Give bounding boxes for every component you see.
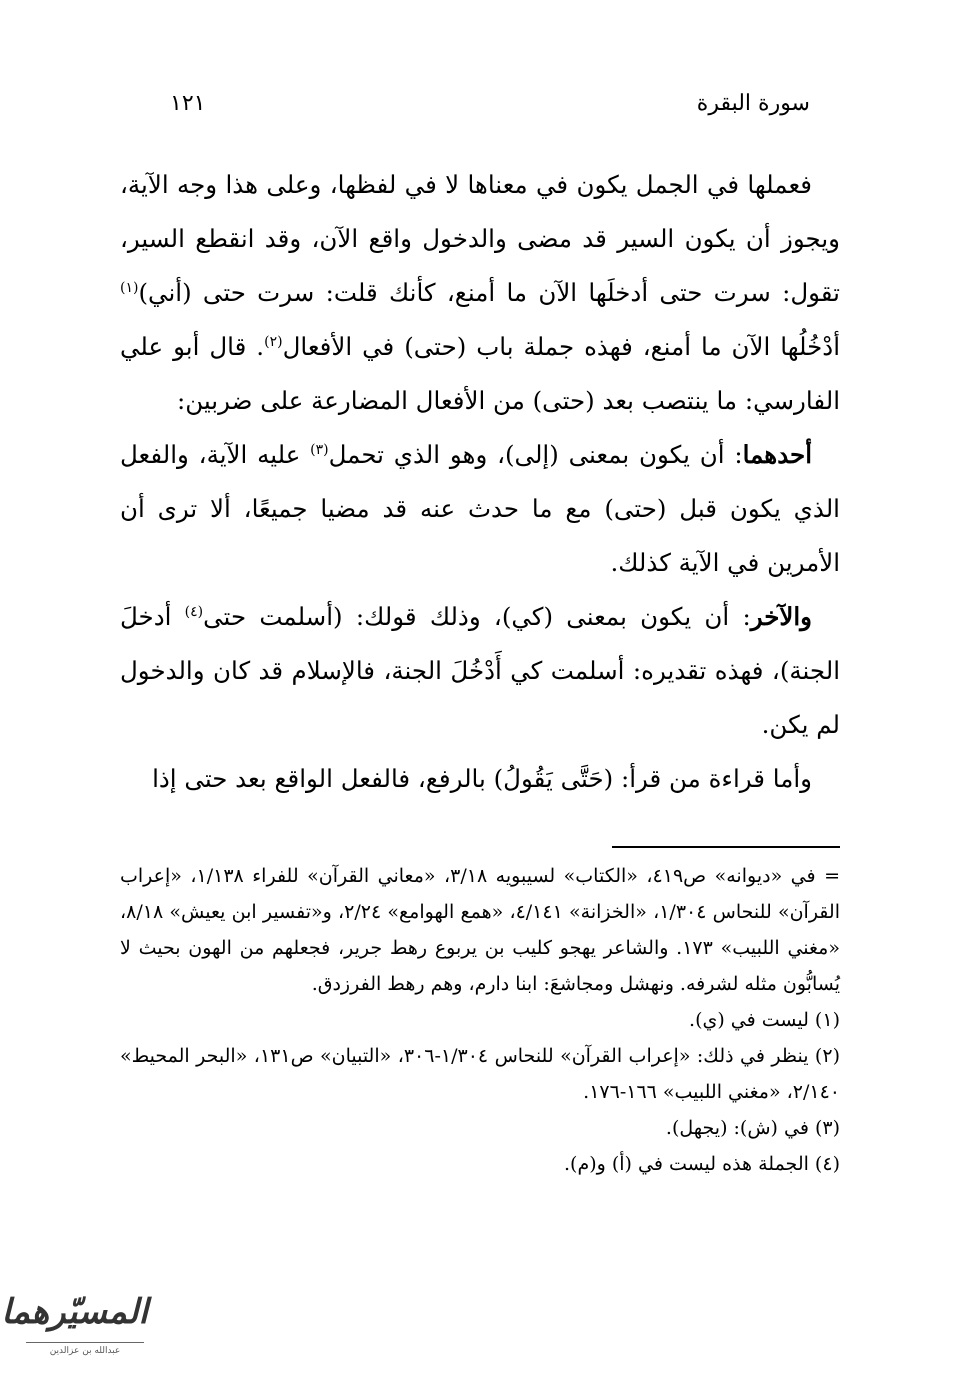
paragraph-3-text-a: : أن يكون بمعنى (كي)، وذلك قولك: (أسلمت حتى [203,602,751,631]
footnote-ref-1: (١) [120,279,139,296]
footnote-1: (١) ليست في (ي). [689,1009,840,1031]
paragraph-1-text-a: فعملها في الجمل يكون في معناها لا في لفظها، وعلى هذا وجه الآية، ويجوز أن يكون السير قد مضى والدخول واقع الآن، وقد انقطع السير، تقول: سرت حتى أدخلَها الآن ما أمنع، كأنك قلت: سرت حتى (أني) [120,170,840,307]
footnote-ref-4: (٤) [184,603,204,620]
footnote-3: (٣) في (ش): (يجهل). [665,1117,840,1139]
paragraph-2-text-a: : أن يكون بمعنى (إلى)، وهو الذي تحمل [328,440,743,469]
watermark-logo [1,1292,158,1372]
paragraph-1 [120,158,840,428]
footnote-continuation: = في «ديوانه» ص٤١٩، «الكتاب» لسيبويه ٣/١٨، «معاني القرآن» للفراء ١/١٣٨، «إعراب القرآن» للنحاس ١/٣٠٤، «الخزانة» ٤/١٤١، «همع الهوامع» ٢/٢٤، و«تفسير ابن يعيش» ٨/١٨، «مغني اللبيب» ١٧٣. والشاعر يهجو كليب بن يربوع رهط جرير، فجعلهم من الهون بحيث لا يُسابُّون مثله لشرفه. ونهشل ومجاشعَ: ابنا دارم، وهم رهط الفرزدق. [120,865,841,995]
paragraph-3-text-b: أدخلَ الجنة)، فهذه تقديره: أسلمت كي أَدْخُلَ الجنة، فالإسلام قد كان والدخول لم يكن. [120,602,840,739]
footnote-ref-3: (٣) [310,441,329,458]
page-number: ١٢١ [170,90,206,116]
page-header [170,85,810,121]
footnotes [120,858,840,1182]
surah-title: سورة البقرة [696,90,810,116]
footnote-4: (٤) الجملة هذه ليست في (أ) و(م). [564,1153,840,1175]
watermark-small-text: عبدالله بن عزالدين [49,1346,121,1356]
paragraph-2-text-b: عليه الآية، والفعل الذي يكون قبل (حتى) مع ما حدث عنه قد مضيا جميعًا، ألا ترى أن الأمرين في الآية كذلك. [120,440,840,577]
paragraph-4: وأما قراءة من قرأ: (حَتَّى يَقُولُ) بالرفع، فالفعل الواقع بعد حتى إذا [152,764,812,793]
footnote-divider [612,846,840,848]
watermark-mark: المسيّرهما [1,1292,148,1332]
paragraph-1-text-b: أدْخُلُها الآن ما أمنع، فهذه جملة باب (حتى) في الأفعال [282,332,840,361]
paragraph-3 [120,590,840,752]
footnote-2: (٢) ينظر في ذلك: «إعراب القرآن» للنحاس ١/٣٠٤-٣٠٦، «التبيان» ص١٣١، «البحر المحيط» ٢/١٤٠، «مغني اللبيب» ١٦٦-١٧٦. [120,1045,840,1103]
paragraph-2 [120,428,840,590]
paragraph-3-lead: والآخر [750,602,812,631]
footnote-ref-2: (٢) [264,333,283,350]
main-text [120,158,840,806]
paragraph-1-text-c: . قال أبو علي الفارسي: ما ينتصب بعد (حتى) من الأفعال المضارعة على ضربين: [120,332,840,415]
watermark-line [26,1342,144,1343]
paragraph-2-lead: أحدهما [742,440,813,469]
